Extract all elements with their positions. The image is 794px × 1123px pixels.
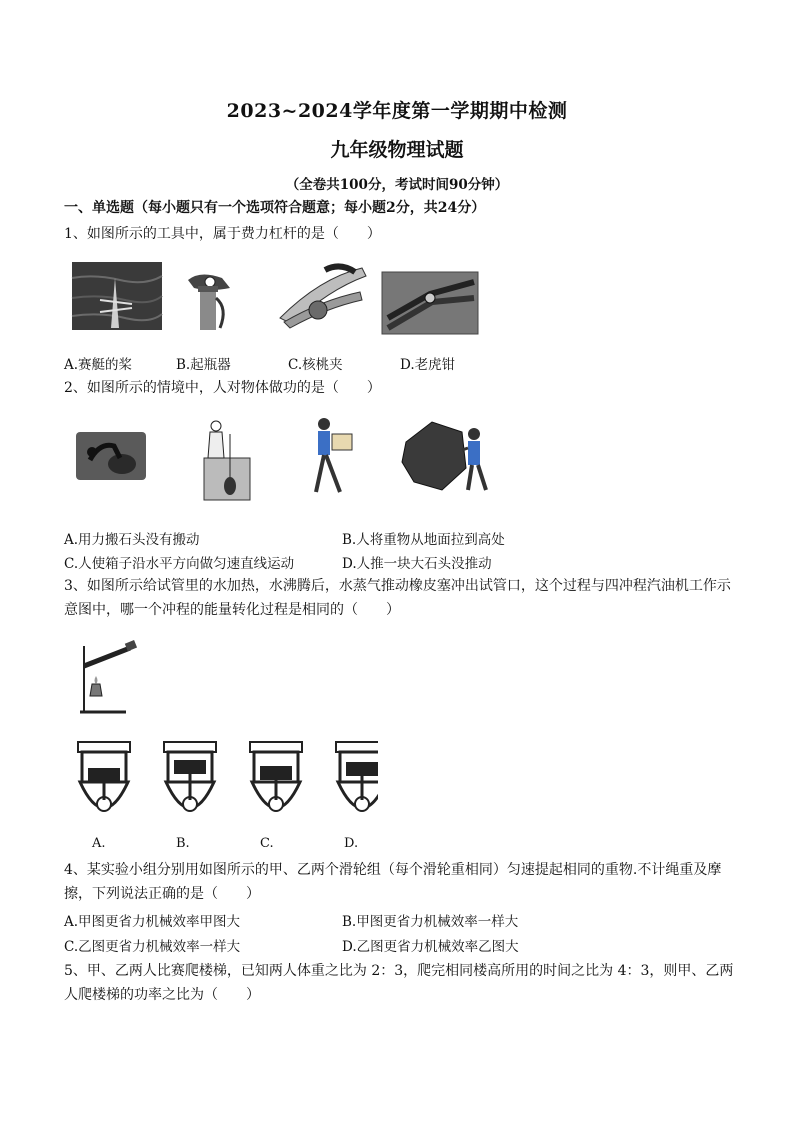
q1-option-a: A.赛艇的桨 — [64, 357, 133, 373]
q2-option-d: D.人推一块大石头没推动 — [342, 556, 492, 572]
q1-option-c: C.核桃夹 — [288, 357, 343, 373]
exam-title: 2023~2024学年度第一学期期中检测 — [226, 100, 568, 122]
question-2-text: 2、如图所示的情境中，人对物体做功的是（ ） — [64, 380, 381, 396]
engine-label-a: A. — [92, 836, 106, 851]
exam-note: （全卷共100分，考试时间90分钟） — [285, 177, 509, 193]
engine-label-d: D. — [344, 836, 359, 851]
q1-option-b: B.起瓶器 — [176, 357, 231, 373]
lifting-stone-image — [76, 432, 146, 480]
q2-figures — [70, 412, 500, 502]
carrying-box-image — [316, 418, 352, 492]
question-4-line-2: 擦，下列说法正确的是（ ） — [64, 886, 260, 902]
question-4-line-1: 4、某实验小组分别用如图所示的甲、乙两个滑轮组（每个滑轮重相同）匀速提起相同的重物.不计绳重及摩 — [64, 862, 722, 878]
rowing-boat-image — [72, 262, 162, 330]
pulling-weight-image — [204, 421, 250, 500]
engine-stroke-a — [78, 742, 130, 811]
engine-stroke-diagrams — [68, 738, 378, 830]
q4-option-d: D.乙图更省力机械效率乙图大 — [342, 939, 519, 955]
nutcracker-image — [270, 262, 370, 332]
q2-option-a: A.用力搬石头没有搬动 — [64, 532, 200, 548]
pliers-image — [382, 272, 478, 334]
question-5-line-2: 人爬楼梯的功率之比为（ ） — [64, 987, 260, 1003]
question-1-text: 1、如图所示的工具中，属于费力杠杆的是（ ） — [64, 226, 381, 242]
engine-stroke-b — [164, 742, 216, 811]
q2-option-b: B.人将重物从地面拉到高处 — [342, 532, 505, 548]
q1-figures — [70, 258, 480, 338]
q4-option-c: C.乙图更省力机械效率一样大 — [64, 939, 241, 955]
test-tube-apparatus-image — [70, 636, 150, 716]
exam-subject: 九年级物理试题 — [330, 139, 464, 161]
q4-option-b: B.甲图更省力机械效率一样大 — [342, 914, 519, 930]
engine-stroke-d — [336, 742, 378, 811]
bottle-opener-image — [180, 262, 252, 332]
q4-option-a: A.甲图更省力机械效率甲图大 — [64, 914, 241, 930]
q2-option-c: C.人使箱子沿水平方向做匀速直线运动 — [64, 556, 295, 572]
question-3-line-2: 意图中，哪一个冲程的能量转化过程是相同的（ ） — [64, 602, 400, 618]
engine-label-c: C. — [260, 836, 274, 851]
question-3-line-1: 3、如图所示给试管里的水加热，水沸腾后，水蒸气推动橡皮塞冲出试管口，这个过程与四冲程汽油机工作示 — [64, 578, 731, 594]
question-5-line-1: 5、甲、乙两人比赛爬楼梯，已知两人体重之比为 2：3，爬完相同楼高所用的时间之比为 4：3，则甲、乙两 — [64, 963, 734, 979]
pushing-stone-image — [402, 422, 486, 490]
section-title: 一、单选题（每小题只有一个选项符合题意；每小题2分，共24分） — [64, 200, 486, 216]
q1-option-d: D.老虎钳 — [400, 357, 456, 373]
engine-stroke-c — [250, 742, 302, 811]
engine-label-b: B. — [176, 836, 190, 851]
